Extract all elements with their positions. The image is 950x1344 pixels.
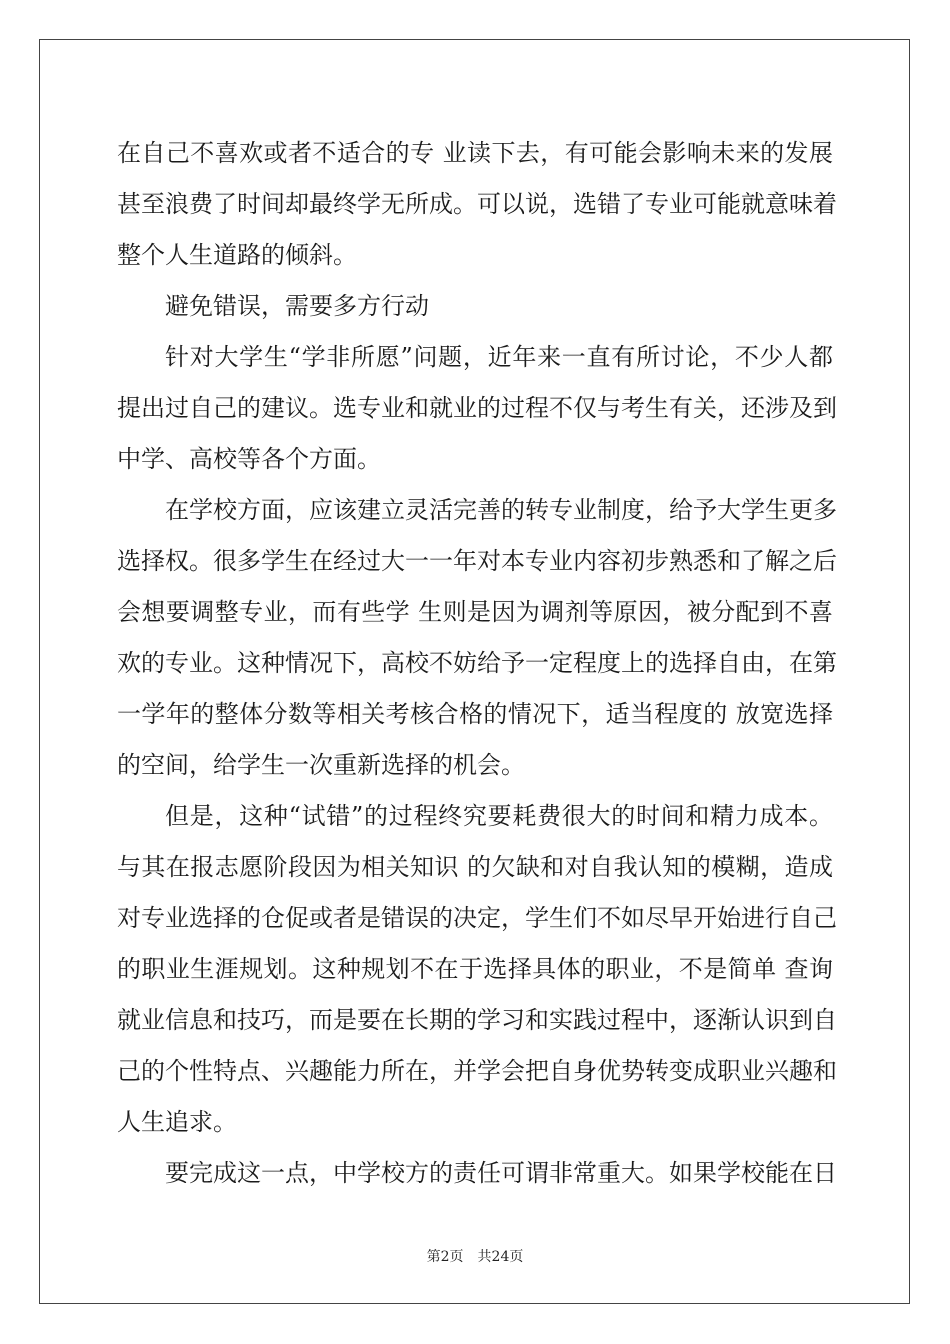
text-line: 欢的专业。这种情况下，高校不妨给予一定程度上的选择自由，在第 (117, 649, 837, 677)
document-body (117, 128, 837, 1199)
text-line: 整个人生道路的倾斜。 (117, 241, 357, 269)
text-line: 人生追求。 (117, 1108, 237, 1136)
text-line: 在自己不喜欢或者不适合的专 业读下去，有可能会影响未来的发展 (117, 139, 833, 167)
page-number: 第2页 (426, 1249, 464, 1265)
text-line: 要完成这一点，中学校方的责任可谓非常重大。如果学校能在日 (165, 1159, 837, 1187)
text-line: 己的个性特点、兴趣能力所在，并学会把自身优势转变成职业兴趣和 (117, 1057, 837, 1085)
text-line: 对专业选择的仓促或者是错误的决定，学生们不如尽早开始进行自己 (117, 904, 837, 932)
paragraph (117, 485, 837, 791)
text-line: 中学、高校等各个方面。 (117, 445, 381, 473)
paragraph (117, 1148, 837, 1199)
text-line: 就业信息和技巧，而是要在长期的学习和实践过程中，逐渐认识到自 (117, 1006, 837, 1034)
section-heading (117, 281, 833, 332)
text-line: 针对大学生“学非所愿”问题，近年来一直有所讨论，不少人都 (165, 343, 833, 371)
text-line: 会想要调整专业，而有些学 生则是因为调剂等原因，被分配到不喜 (117, 598, 833, 626)
text-line: 提出过自己的建议。选专业和就业的过程不仅与考生有关，还涉及到 (117, 394, 837, 422)
paragraph (117, 128, 837, 281)
text-line: 甚至浪费了时间却最终学无所成。可以说，选错了专业可能就意味着 (117, 190, 837, 218)
text-line: 但是，这种“试错”的过程终究要耗费很大的时间和精力成本。 (165, 802, 833, 830)
paragraph (117, 791, 837, 1148)
text-line: 在学校方面，应该建立灵活完善的转专业制度，给予大学生更多 (165, 496, 837, 524)
text-line: 的空间，给学生一次重新选择的机会。 (117, 751, 525, 779)
text-line: 的职业生涯规划。这种规划不在于选择具体的职业，不是简单 查询 (117, 955, 833, 983)
page-footer (0, 1246, 950, 1266)
text-line: 与其在报志愿阶段因为相关知识 的欠缺和对自我认知的模糊，造成 (117, 853, 833, 881)
page-total: 共24页 (477, 1249, 524, 1265)
text-line: 一学年的整体分数等相关考核合格的情况下，适当程度的 放宽选择 (117, 700, 833, 728)
paragraph (117, 332, 837, 485)
text-line: 选择权。很多学生在经过大一一年对本专业内容初步熟悉和了解之后 (117, 547, 837, 575)
text-line: 避免错误，需要多方行动 (165, 292, 429, 320)
